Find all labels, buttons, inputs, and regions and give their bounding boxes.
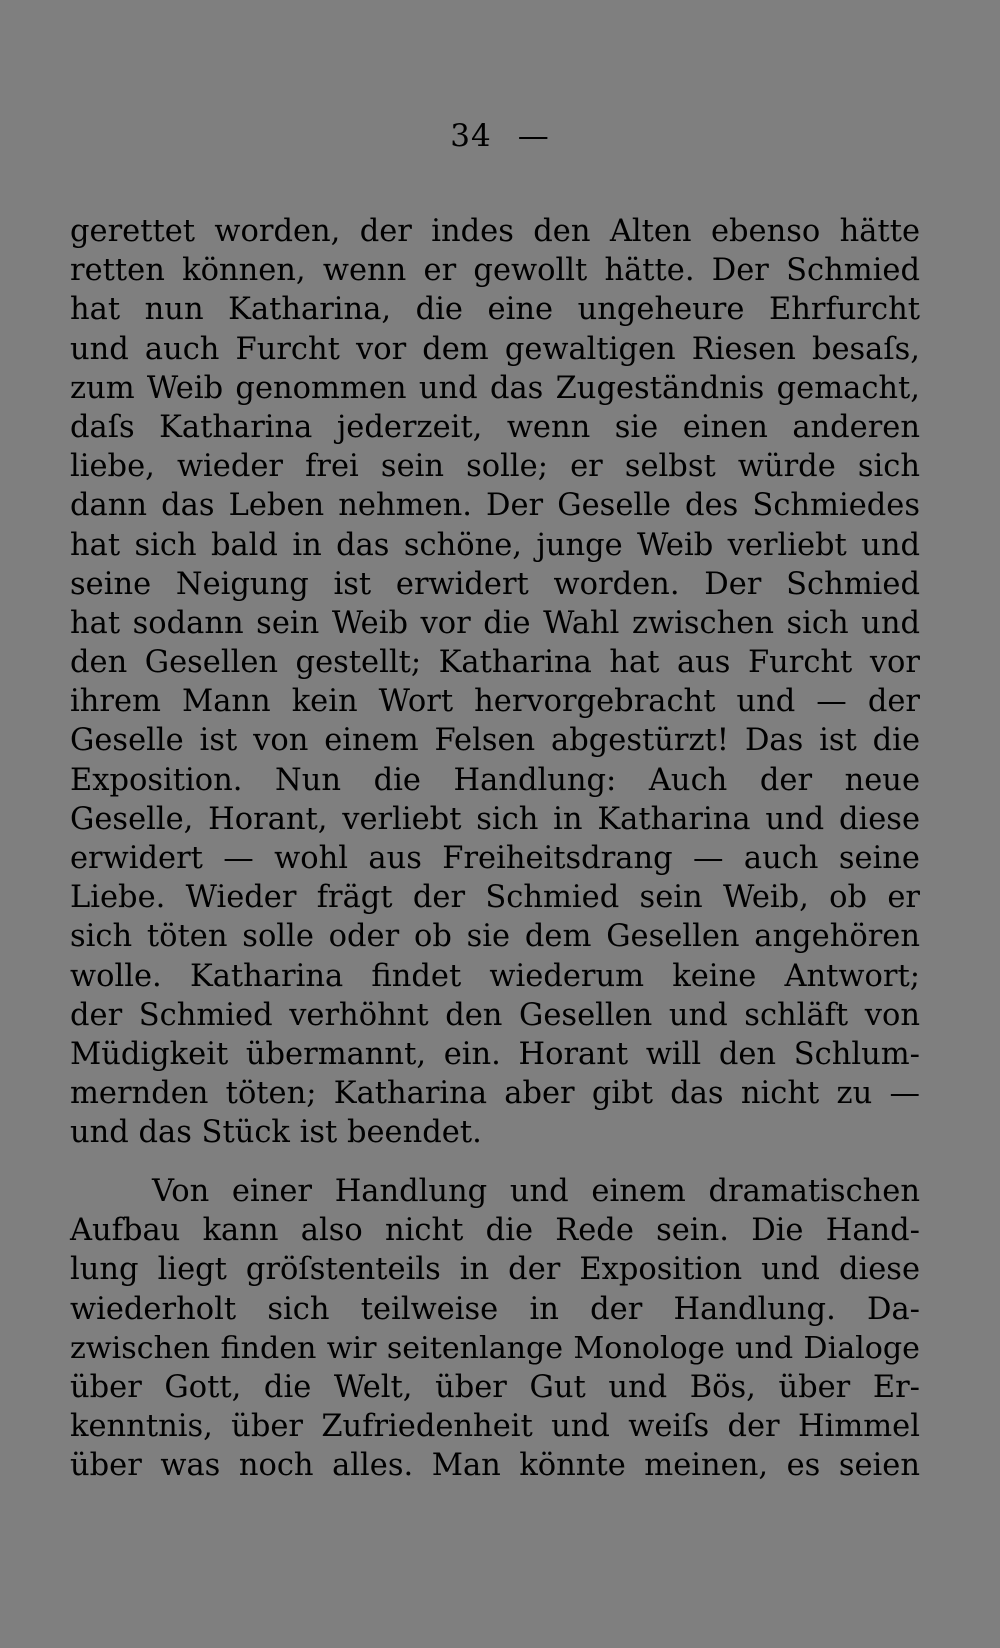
text-line: Liebe. Wieder frägt der Schmied sein Weib, ob er bbox=[70, 880, 920, 916]
text-line: erwidert — wohl aus Freiheitsdrang — auch seine bbox=[70, 841, 920, 876]
text-line: wiederholt sich teilweise in der Handlung. Da- bbox=[70, 1291, 920, 1327]
text-line: seine Neigung ist erwidert worden. Der Schmied bbox=[70, 566, 920, 602]
text-line: sich töten solle oder ob sie dem Gesellen angehören bbox=[70, 919, 920, 955]
text-line: ihrem Mann kein Wort hervorgebracht und — der bbox=[70, 684, 920, 720]
text-line: Geselle ist von einem Felsen abgestürzt! Das ist die bbox=[70, 723, 920, 759]
paragraph-2 bbox=[70, 1172, 920, 1486]
text-line: Von einer Handlung und einem dramatischen bbox=[152, 1174, 920, 1209]
text-line: hat sich bald in das schöne, junge Weib verliebt und bbox=[70, 527, 920, 563]
text-line: Exposition. Nun die Handlung: Auch der neue bbox=[70, 762, 920, 798]
text-line: daſs Katharina jederzeit, wenn sie einen anderen bbox=[70, 409, 920, 445]
text-line: retten können, wenn er gewollt hätte. Der Schmied bbox=[70, 253, 920, 289]
text-line: und das Stück ist beendet. bbox=[70, 1115, 482, 1151]
text-line: Geselle, Horant, verliebt sich in Katharina und diese bbox=[70, 801, 920, 837]
page-header bbox=[0, 118, 1000, 154]
text-line: Müdigkeit übermannt, ein. Horant will den Schlum- bbox=[70, 1036, 920, 1072]
text-line: hat sodann sein Weib vor die Wahl zwischen sich und bbox=[70, 605, 920, 641]
page-number: 34 bbox=[450, 118, 492, 154]
text-line: zwischen finden wir seitenlange Monologe und Dialoge bbox=[70, 1330, 920, 1366]
text-line: liebe, wieder frei sein solle; er selbst würde sich bbox=[70, 449, 920, 485]
text-line: hat nun Katharina, die eine ungeheure Ehrfurcht bbox=[70, 292, 920, 328]
header-dash: — bbox=[517, 118, 550, 154]
text-line: mernden töten; Katharina aber gibt das nicht zu — bbox=[70, 1076, 920, 1112]
paragraph-1 bbox=[70, 212, 920, 1153]
text-line: Aufbau kann also nicht die Rede sein. Die Hand- bbox=[70, 1213, 920, 1249]
text-line: zum Weib genommen und das Zugeständnis gemacht, bbox=[70, 370, 920, 406]
text-line: lung liegt gröſstenteils in der Exposition und diese bbox=[70, 1252, 920, 1288]
text-line: über Gott, die Welt, über Gut und Bös, über Er- bbox=[70, 1369, 920, 1405]
text-line: den Gesellen gestellt; Katharina hat aus Furcht vor bbox=[70, 645, 920, 681]
text-line: dann das Leben nehmen. Der Geselle des Schmiedes bbox=[70, 488, 920, 524]
text-line: kenntnis, über Zufriedenheit und weiſs der Himmel bbox=[70, 1409, 920, 1445]
text-line: und auch Furcht vor dem gewaltigen Riesen besaſs, bbox=[70, 331, 920, 367]
text-line: gerettet worden, der indes den Alten ebenso hätte bbox=[70, 214, 920, 249]
text-line: der Schmied verhöhnt den Gesellen und schläft von bbox=[70, 997, 920, 1033]
text-line: wolle. Katharina findet wiederum keine Antwort; bbox=[70, 958, 920, 994]
text-line: über was noch alles. Man könnte meinen, es seien bbox=[70, 1448, 920, 1484]
